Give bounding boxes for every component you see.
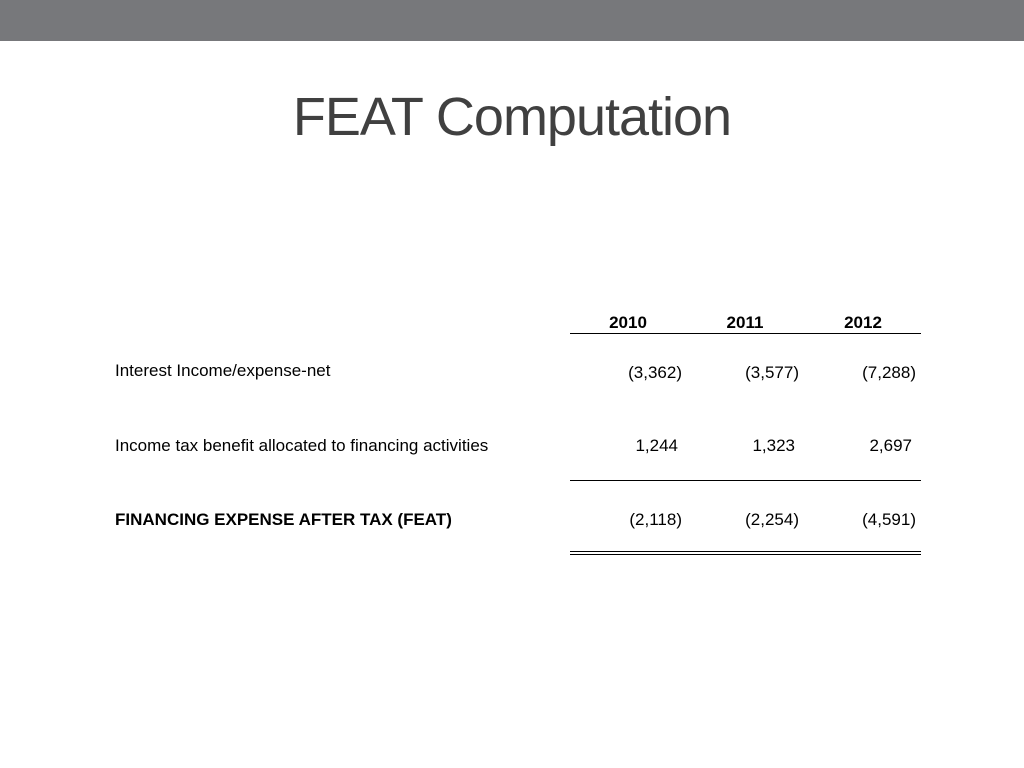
row-value-tax-benefit-2011: 1,323 — [752, 436, 795, 455]
top-bar — [0, 0, 1024, 41]
year-header-2012: 2012 — [844, 313, 882, 332]
slide-title: FEAT Computation — [292, 87, 732, 147]
row-label-feat: FINANCING EXPENSE AFTER TAX (FEAT) — [115, 510, 452, 529]
total-double-rule-top — [570, 551, 921, 552]
total-double-rule-bottom — [570, 554, 921, 555]
year-header-2010: 2010 — [609, 313, 647, 332]
row-label-interest: Interest Income/expense-net — [115, 361, 331, 380]
row-value-feat-2010: (2,118) — [629, 510, 682, 529]
row-value-feat-2012: (4,591) — [862, 510, 916, 529]
row-value-interest-2010: (3,362) — [628, 363, 682, 382]
header-underline — [570, 333, 921, 334]
year-header-2011: 2011 — [726, 313, 764, 332]
row-value-feat-2011: (2,254) — [745, 510, 799, 529]
row-value-tax-benefit-2010: 1,244 — [635, 436, 678, 455]
row-value-interest-2011: (3,577) — [745, 363, 799, 382]
row-value-tax-benefit-2012: 2,697 — [869, 436, 912, 455]
subtotal-rule — [570, 480, 921, 481]
row-value-interest-2012: (7,288) — [862, 363, 916, 382]
row-label-tax-benefit: Income tax benefit allocated to financing activities — [115, 436, 489, 455]
